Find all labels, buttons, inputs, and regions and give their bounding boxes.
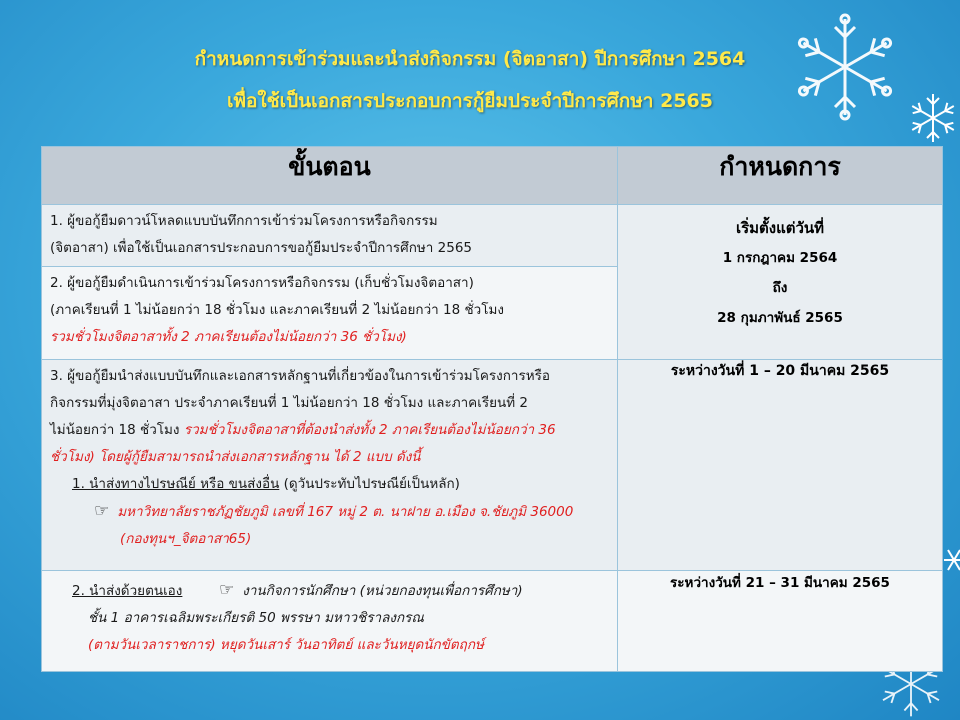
table-header-row [42, 147, 943, 205]
step1-line2: (จิตอาสา) เพื่อใช้เป็นเอกสารประกอบการขอกู้ยืมประจำปีการศึกษา 2565 [50, 240, 473, 256]
schedule3-text: ระหว่างวันที่ 1 – 20 มีนาคม 2565 [670, 363, 890, 379]
step1-line1: 1. ผู้ขอกู้ยืมดาวน์โหลดแบบบันทึกการเข้าร่วมโครงการหรือกิจกรรม [50, 213, 438, 229]
address-line2: (กองทุนฯ_จิตอาสา65) [120, 531, 252, 547]
method2-label: 2. นำส่งด้วยตนเอง [72, 583, 183, 599]
column-header-step: ขั้นตอน [42, 147, 618, 205]
column-header-schedule: กำหนดการ [618, 147, 943, 205]
step2-line3: รวมชั่วโมงจิตอาสาทั้ง 2 ภาคเรียนต้องไม่น้อยกว่า 36 ชั่วโมง) [50, 329, 407, 345]
method1-label: 1. นำส่งทางไปรษณีย์ หรือ ขนส่งอื่น [72, 476, 280, 492]
snowflake-icon [940, 540, 960, 580]
schedule12-line4: 28 กุมภาพันธ์ 2565 [717, 310, 843, 326]
step3-line3-plain: ไม่น้อยกว่า 18 ชั่วโมง [50, 422, 184, 438]
schedule12-line2: 1 กรกฎาคม 2564 [722, 250, 838, 266]
schedule-cell-step1-2 [618, 205, 943, 360]
schedule-table [41, 146, 943, 672]
method2-place: งานกิจการนักศึกษา (หน่วยกองทุนเพื่อการศึกษา) [242, 583, 523, 599]
step3-line3-red: รวมชั่วโมงจิตอาสาที่ต้องนำส่งทั้ง 2 ภาคเรียนต้องไม่น้อยกว่า 36 [183, 422, 556, 438]
schedule12-line3: ถึง [772, 280, 788, 296]
schedule-cell-step4 [618, 571, 943, 672]
table-row-step4 [42, 571, 943, 672]
page-subtitle: เพื่อใช้เป็นเอกสารประกอบการกู้ยืมประจำปีการศึกษา 2565 [227, 90, 713, 112]
step2-line1: 2. ผู้ขอกู้ยืมดำเนินการเข้าร่วมโครงการหรือกิจกรรม (เก็บชั่วโมงจิตอาสา) [50, 275, 474, 291]
schedule4-text: ระหว่างวันที่ 21 – 31 มีนาคม 2565 [670, 575, 890, 591]
step4-line3: (ตามวันเวลาราชการ) หยุดวันเสาร์ วันอาทิตย์ และวันหยุดนักขัตฤกษ์ [88, 637, 484, 653]
step3-line2: กิจกรรมที่มุ่งจิตอาสา ประจำภาคเรียนที่ 1 ไม่น้อยกว่า 18 ชั่วโมง และภาคเรียนที่ 2 [50, 395, 528, 411]
step3-cell [42, 360, 618, 571]
step3-line1: 3. ผู้ขอกู้ยืมนำส่งแบบบันทึกและเอกสารหลักฐานที่เกี่ยวข้องในการเข้าร่วมโครงการหรือ [50, 368, 551, 384]
step4-cell [42, 571, 618, 672]
table-row-step3 [42, 360, 943, 571]
page-title: กำหนดการเข้าร่วมและนำส่งกิจกรรม (จิตอาสา) ปีการศึกษา 2564 [194, 48, 746, 70]
table-row-step1 [42, 205, 943, 267]
hand-point-icon: ☞ [94, 501, 110, 521]
step4-line2: ชั้น 1 อาคารเฉลิมพระเกียรติ 50 พรรษา มหาวชิราลงกรณ [88, 610, 424, 626]
address-line1: มหาวิทยาลัยราชภัฏชัยภูมิ เลขที่ 167 หมู่ 2 ต. นาฝาย อ.เมือง จ.ชัยภูมิ 36000 [117, 504, 574, 520]
schedule12-line1: เริ่มตั้งแต่วันที่ [735, 219, 825, 237]
step2-cell [42, 267, 618, 360]
schedule-cell-step3 [618, 360, 943, 571]
step2-line2: (ภาคเรียนที่ 1 ไม่น้อยกว่า 18 ชั่วโมง และภาคเรียนที่ 2 ไม่น้อยกว่า 18 ชั่วโมง [50, 302, 504, 318]
step1-cell [42, 205, 618, 267]
method1-note: (ดูวันประทับไปรษณีย์เป็นหลัก) [279, 476, 460, 492]
step3-line4: ชั่วโมง) โดยผู้กู้ยืมสามารถนำส่งเอกสารหลักฐาน ได้ 2 แบบ ดังนี้ [50, 449, 421, 465]
hand-point-icon: ☞ [218, 580, 235, 600]
